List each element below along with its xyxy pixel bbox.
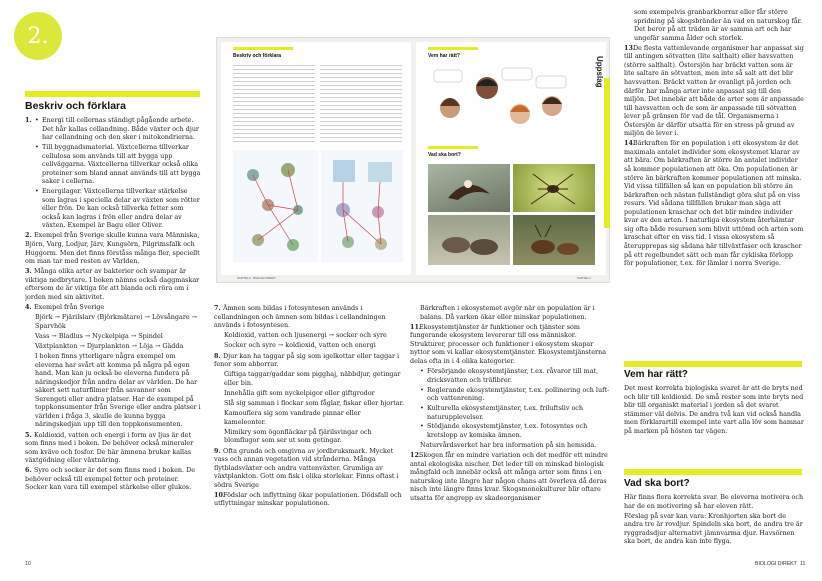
spread-footer-left: KAPITEL 2 · BIOLOGI DIREKT	[237, 276, 276, 280]
vad-ska-bort-heading: Vad ska bort?	[624, 478, 690, 489]
people-illustration	[432, 66, 572, 136]
photo-spider	[513, 164, 595, 212]
answer-2: 2. Exempel från Sverige skulle kunna vara Människa, Björn, Varg, Lodjur, Järv, Kungsörn, Pilgrimsfalk och Huggorm. Men det finns förståss många fler, speciellt om man tar med resten av Världen.	[25, 231, 200, 266]
food-chain: Vass → Bladlus → Nyckelpiga → Spindel	[35, 331, 163, 340]
vem-har-ratt-heading: Vem har rätt?	[624, 369, 688, 380]
spread-right-title: Vem har rätt?	[428, 53, 460, 59]
page-edge-tab	[604, 78, 610, 228]
answer-11: 11.Ekosystemtjänster är funktioner och tjänster som fungerande ekosystem levererar till oss människor. Strukturer, processer och funktioner i ekosystem skapar nyttor som vi kallar ekosystemtjänster. Ekosystemtjänsterna delas ofta in i 4 olika kategorier.	[410, 322, 607, 365]
answer-7-formula: Koldioxid, vatten och ljusenergi → socker och syre	[224, 331, 387, 340]
answer-8: 8. Djur kan ha taggar på sig som igelkottar eller taggar i fenor som abborrar.	[214, 351, 400, 369]
answer-6: 6. Syre och socker är det som finns med i boken. De behöver också till exempel fetter och proteiner. Socker kan vara till exempel stärkelse eller glukos.	[25, 466, 195, 492]
answer-5: 5. Koldioxid, vatten och energi i form av ljus är det som finns med i boken. De behöver också mineraler som kväve och fosfor. De här ämnena brukar kallas växtgödning eller växtnäring.	[25, 430, 194, 465]
answer-4: 4. Exempel från Sverige	[25, 302, 105, 311]
spread-right-page	[416, 42, 606, 275]
answer-12: 12.Skogen får en mindre variation och det medför ett mindre antal ekologiska nischer. Det leder till en minskad biologisk mångfald och innebär också att många arter som finns i en naturskog inte längre har någon chans att överleva då deras nisch inte längre finns kvar. Skogsmonokulturer blir oftare utsatta för angrepp av skadeorganismer	[410, 451, 608, 502]
answer-8-line: Kamouflera sig som vandrade pinnar eller kameleonter.	[224, 409, 361, 426]
food-web-diagram	[233, 150, 403, 265]
section-heading: Beskriv och förklara	[25, 100, 126, 112]
food-chain: Björk → Fjärilslarv (Björkmätare) → Lövsångare → Sparvhök	[35, 313, 198, 330]
answer-13: 13.De flesta vattenlevande organismer har anpassat sig till antingen sötvatten (lite salthalt) eller havsvatten (större salthalt). Östersjön har bräckt vatten som är lite saltare än sötvatten, men inte så salt att det blir havsvatten. Bräckt vatten är ovanligt på jorden och därför har många arter inte anpassat sig till den miljön. Det innebär att både de arter som är anpassade till havsvatten och de som är anpassade till sötvatten lever på gränsen för vad de tål. Organismerna i Östersjön är därför utsatta för en stress på grund av miljön de lever i.	[624, 43, 804, 138]
answer-1-bullet: • Energi till cellernas ständigt pågående arbete. Det hår kallas cellandning. Både växter och djur har cellandning och den sker i mitokondrierna.	[35, 116, 201, 142]
answer-7: 7. Ämnen som bildas i fotosyntesen används i cellandningen och ämnen som bildas i cellandningen används i fotosyntesen.	[214, 304, 386, 330]
vad-ska-bort-text: Här finns flera korrekta svar. Be eleverna motivera och har de en motivering så har eleven rätt. Förslag på svar kan vara: Kronhjorten ska bort de andra tre är rovdjur. Spindeln ska bort, de andra tre är ryggradsdjur alternativt jämnvarma djur. Havsörnen ska bort, de andra kan inte flyga.	[624, 493, 804, 546]
textbook-spread-image	[216, 37, 610, 283]
answer-10-cont: Bärkraften i ekosystemet avgör när en population är i balans. Då varken ökar eller minskar populationen.	[420, 304, 595, 321]
heading-bar	[624, 469, 802, 475]
service-bullet: • Försörjande ekosystemtjänster, t.ex. råvaror till mat, dricksvatten och träfibrer.	[420, 367, 610, 384]
answer-3: 3. Många olika arter av bakterier och svampar är viktiga nedbrytare. I boken nämns också daggmaskar eftersom de är viktiga för att blanda och röra om i jorden med sin aktivitet.	[25, 267, 200, 301]
middle-column-2	[410, 304, 610, 558]
vem-har-ratt-text: Det mest korrekta biologiska svaret är att de bryts ned och blir till koldioxid. De små rester som inte bryts ned blir till organiskt material i jorden så det svaret stämmer väl delvis. De andra två kan vid också handla men förklarartill exempel inte vart alla löv som hamnar på marken på hösten tar vägen.	[624, 384, 804, 435]
photo-deer	[513, 215, 595, 265]
answer-12-cont: som exempelvis granbarkborrar eller får större spridning på skogsbränder än vad en naturskog får. Det beror på att träden är av samma art och har ungefär samma ålder och storlek.	[634, 8, 803, 42]
left-column	[25, 116, 201, 556]
photo-eagle	[428, 164, 510, 212]
footer-book-title: BIOLOGI DIREKT	[755, 561, 797, 567]
answer-10: 10.Födslar och inflyttning ökar populationen. Dödsfall och utflyttningar minskar populationen.	[214, 490, 402, 508]
answer-8-line: Innehålla gift som nyckelpigor eller giftgrodor	[224, 388, 375, 397]
answer-1-bullet: • Energilager. Växtcellerna tillverkar stärkelse som lagras i speciella delar av växten som rötter eller frön. De kan också tillverka fetter som också kan lagras i frön eller andra delar av växten. Exempel är Bagu eller Oliver.	[35, 187, 201, 230]
middle-column	[214, 304, 404, 558]
answer-8-line: Mimikry som ögonfläckar på fjärilsvingar och blomflugor som ser ut som getingar.	[224, 427, 372, 445]
answer-11-note: Naturvårdsverket har bra information på sin hemsida.	[420, 440, 597, 449]
answer-14: 14.Bärkraften för en population i ett ekosystem är det maximala antalet individer som ekosystemet klarar av att bära. Om bärkraften är större än antalet individer så kommer populationen att öka. Om populationen är större än bärkraften kommer populationen att minska. Vid vissa tillfällen så kan en population bli större än bärkraften och nästan fullständigt göra slut på en viss resurs. Vid sådana tillfällen brukar man säga att populationen kraschar och det blir mindre individer kvar av den arten. I naturliga ekosystem återhämtar sig ofta både resursen som blivit uttömd och arten som kraschat efter en viss tid. I vissa ekosystem så återupprepas sig sådana här tillväxtfaser och krascher på ett regelbundet sätt och man får cykliska förlopp för populationer, t.ex. för lämlar i norra Sverige.	[624, 139, 804, 268]
answer-8-line: Slå sig samman i flockar som fåglar, fiskar eller hjortar.	[224, 399, 404, 408]
chapter-badge: 2.	[14, 12, 62, 60]
spread-footer-right: KAPITEL 2	[577, 276, 591, 280]
answer-8-line: Giftiga taggar/gaddar som pigghaj, näbbdjur, getingar eller bin.	[224, 370, 401, 387]
spread-left-page	[221, 42, 411, 275]
spread-left-title: Beskriv och förklara	[233, 53, 282, 59]
answer-7-formula: Socker och syre → koldioxid, vatten och energi	[224, 341, 376, 350]
heading-bar	[624, 361, 802, 367]
spread-side-label: Uppslag	[595, 56, 604, 88]
heading-bar	[25, 91, 200, 97]
answer-1: 1.	[25, 116, 32, 124]
photo-wolves	[428, 215, 510, 265]
spread-right-title-2: Vad ska bort?	[428, 152, 461, 158]
service-bullet: • Kulturella ekosystemtjänster, t.ex. friluftsliv och naturupplevelser.	[420, 404, 610, 421]
answer-1-bullet: • Till byggnadsmaterial. Växtcellerna tillverkar cellulosa som används till att bygga upp cellväggarna. Växtcellerna tillverkar också olika proteiner som bland annat används till att bygga saker i cellerna.	[35, 143, 201, 186]
service-bullet: • Stödjande ekosystemtjänster, t.ex. fotosyntes och kretslopp av kemiska ämnen.	[420, 422, 610, 439]
food-chain: Växtplankton → Djurplankton → Löja → Gädda	[35, 341, 184, 350]
service-bullet: • Reglerande ekosystemtjänster, t.ex. pollinering och luft- och vattenrening.	[420, 386, 610, 403]
answer-4-note: I boken finns ytterligare några exempel om eleverna har svårt att komma på några på egen hand. Man kan ju också be eleverna fundera på näringskedjor från andra delar av världen. De har säkert sett naturfilmer från savanner som Serengeti eller andra platser. Har de exempel på toppkonsumenter från Sverige eller andra platser i världen i fråga 3, skulle de kunna bygga näringskedjan upp till den toppkonsumenten.	[35, 352, 201, 429]
page-number-left: 10	[25, 561, 31, 567]
page-number-right: 11	[800, 561, 806, 567]
right-column	[624, 8, 804, 358]
answer-9: 9. Ofta grunda och omgivna av jordbruksmark. Mycket vass och annan vegetation vid strånderna. Många flytbladsväxter och andra vattenväxter. Grumliga av växtplankton. Gott om fisk i olika storlekar. Finns oftast i södra Sverige	[214, 446, 399, 489]
